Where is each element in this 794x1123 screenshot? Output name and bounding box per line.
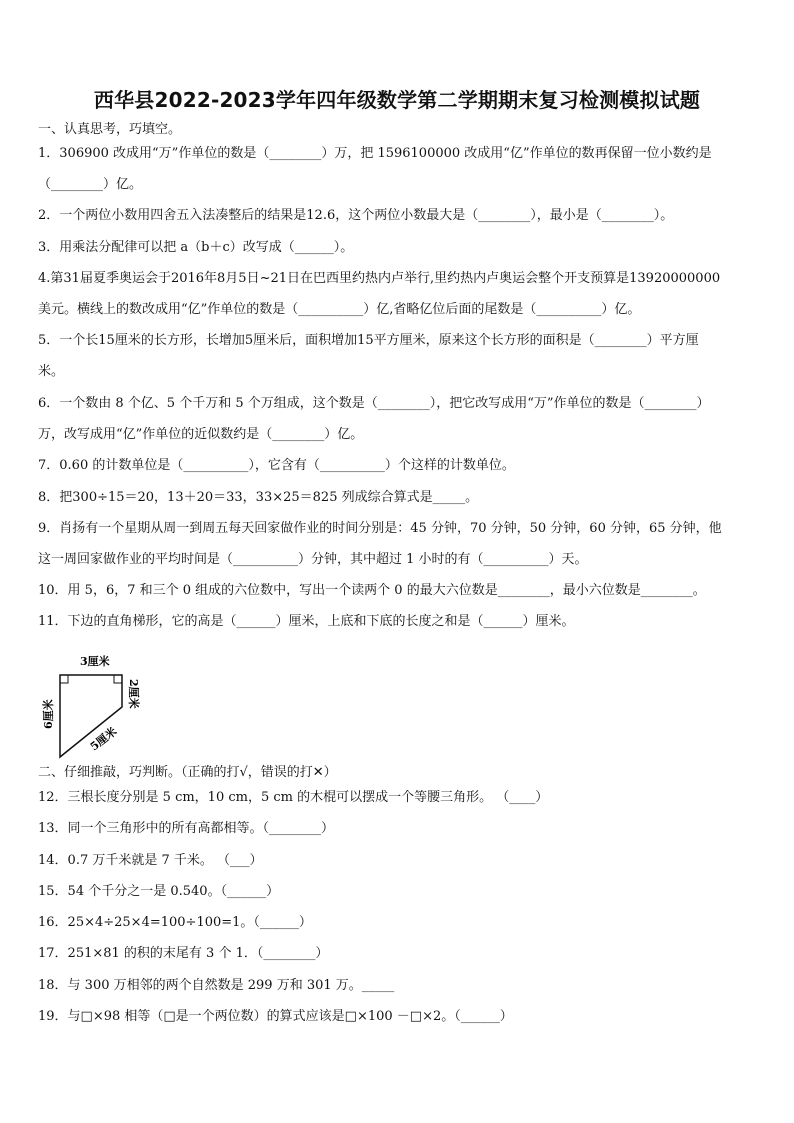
question-line: 11．下边的直角梯形，它的高是（______）厘米，上底和下底的长度之和是（______）厘米。 [38,614,575,629]
question-line: （________）亿。 [38,177,143,192]
question-line: 万，改写成用“亿”作单位的近似数约是（________）亿。 [38,427,364,442]
question-line: 16．25×4÷25×4=100÷100=1。（______） [38,915,312,930]
question-line: 3．用乘法分配律可以把 a（b＋c）改写成（______）。 [38,240,354,255]
question-line: 8．把300÷15＝20，13＋20＝33，33×25＝825 列成综合算式是_____。 [38,490,479,505]
question-line: 18．与 300 万相邻的两个自然数是 299 万和 301 万。_____ [38,978,395,993]
question-line: 1．306900 改成用“万”作单位的数是（________）万，把 1596100000 改成用“亿”作单位的数再保留一位小数约是 [38,146,712,161]
page-title: 西华县2022-2023学年四年级数学第二学期期末复习检测模拟试题 [93,88,701,112]
question-line: 15．54 个千分之一是 0.540。（______） [38,884,280,899]
question-line: 14．0.7 万千米就是 7 千米。 （___） [38,853,263,868]
question-line: 7．0.60 的计数单位是（__________），它含有（__________）个这样的计数单位。 [38,458,515,473]
question-line: 5．一个长15厘米的长方形，长增加5厘米后，面积增加15平方厘米，原来这个长方形的面积是（________）平方厘 [38,333,699,348]
question-line: 13．同一个三角形中的所有高都相等。（________） [38,821,335,836]
section-heading-fill-in: 一、认真思考，巧填空。 [38,122,182,137]
question-line: 2．一个两位小数用四舍五入法凑整后的结果是12.6，这个两位小数最大是（________），最小是（________）。 [38,208,674,223]
question-line: 美元。横线上的数改成用“亿”作单位的数是（__________）亿,省略亿位后面的尾数是（__________）亿。 [38,302,641,317]
question-line: 这一周回家做作业的平均时间是（__________）分钟，其中超过 1 小时的有（__________）天。 [38,552,588,567]
question-line: 10．用 5，6，7 和三个 0 组成的六位数中，写出一个读两个 0 的最大六位数是________，最小六位数是________。 [38,583,706,598]
question-line: 12．三根长度分别是 5 cm，10 cm，5 cm 的木棍可以摆成一个等腰三角形。 （____） [38,790,549,805]
question-line: 17．251×81 的积的末尾有 3 个 1．（________） [38,946,329,961]
question-line: 19．与□×98 相等（□是一个两位数）的算式应该是□×100 －□×2。（______） [38,1009,513,1024]
right-trapezoid-figure [40,645,160,765]
top-length-label: 3厘米 [80,655,110,668]
question-line: 6．一个数由 8 个亿、5 个千万和 5 个万组成，这个数是（________），把它改写成用“万”作单位的数是（________） [38,396,710,411]
section-heading-true-false: 二、仔细推敲，巧判断。（正确的打√，错误的打✕） [38,765,337,780]
slant-side-label: 5厘米 [87,724,120,754]
left-height-label: 6厘米 [42,699,55,729]
question-line: 米。 [38,364,65,379]
right-side-label: 2厘米 [127,679,140,709]
question-line: 9．肖扬有一个星期从周一到周五每天回家做作业的时间分别是：45 分钟，70 分钟，50 分钟，60 分钟，65 分钟，他 [38,521,722,536]
question-line: 4.第31届夏季奥运会于2016年8月5日~21日在巴西里约热内卢举行,里约热内卢奥运会整个开支预算是13920000000 [38,271,721,286]
